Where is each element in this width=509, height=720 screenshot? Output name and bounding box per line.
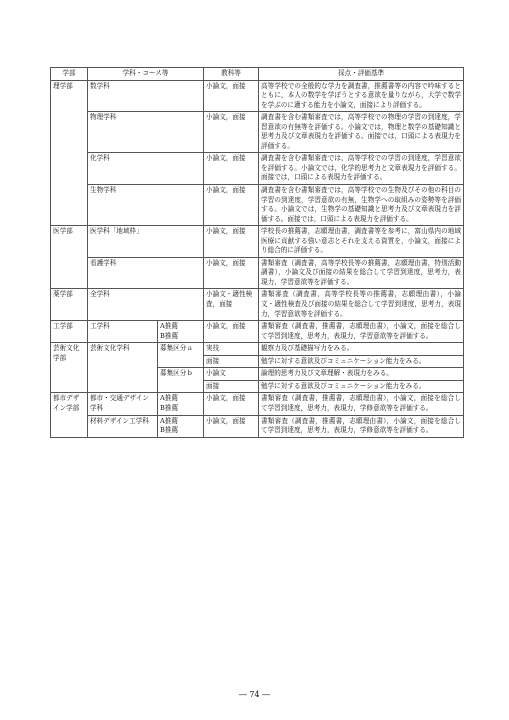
criteria-cell: 学校長の推薦書，志願理由書，調査書等を参考に，富山県内の地域医療に貢献する強い意志とそれを支える資質を，小論文，面接により総合的に評価する。: [259, 226, 464, 258]
subject-cell: 小論文，面接: [204, 415, 259, 437]
table-row: [51, 289, 464, 321]
criteria-cell: 勉学に対する意欲及びコミュニケーション能力をみる。: [259, 380, 464, 393]
criteria-cell: 調査書を含む書類審査では，高等学校での物理の学習の到達度，学習意欲の有無等を評価する。小論文では，物理と数学の基礎知識と思考力及び文章表現力を評価する。面接では，口頭による表現力を評価する。: [259, 112, 464, 153]
recruitment-category-cell: 募集区分ａ: [158, 343, 204, 368]
subject-cell: 小論文，面接: [204, 257, 259, 289]
subject-cell: 小論文，面接: [204, 321, 259, 343]
table-header-row: [51, 68, 464, 81]
course-cell: 工学科: [88, 321, 158, 343]
table-row: [51, 321, 464, 343]
faculty-cell: 芸術文化学部: [51, 343, 88, 393]
recruitment-category-cell: 募集区分ｂ: [158, 368, 204, 393]
subject-cell: 小論文，面接: [204, 80, 259, 112]
course-cell: 全学科: [88, 289, 204, 321]
faculty-cell: 工学部: [51, 321, 88, 343]
faculty-cell: 医学部: [51, 226, 88, 289]
course-cell: 医学科「地域枠」: [88, 226, 204, 258]
table-row: [51, 415, 464, 437]
table-row: [51, 80, 464, 112]
admission-criteria-table: [50, 67, 464, 438]
subject-cell: 小論文，面接: [204, 112, 259, 153]
course-cell: 看護学科: [88, 257, 204, 289]
faculty-cell: 薬学部: [51, 289, 88, 321]
criteria-cell: 書類審査（調査書，推薦書，志願理由書），小論文，面接を総合して学習到達度，思考力，表現力，学習意欲等を評価する。: [259, 321, 464, 343]
table-row: [51, 343, 464, 356]
subject-cell: 小論文・適性検査，面接: [204, 289, 259, 321]
recommendation-type-cell: A推薦 B推薦: [158, 415, 204, 437]
header-subject: 教科等: [204, 68, 259, 81]
course-cell: 都市・交通デザイン学科: [88, 393, 158, 415]
table-row: [51, 226, 464, 258]
header-criteria: 採点・評価基準: [259, 68, 464, 81]
header-course: 学科・コース等: [88, 68, 204, 81]
table-row: [51, 153, 464, 185]
table-row: [51, 257, 464, 289]
course-cell: 物理学科: [88, 112, 204, 153]
subject-cell: 面接: [204, 380, 259, 393]
subject-cell: 小論文: [204, 368, 259, 381]
table-row: [51, 185, 464, 226]
faculty-cell: 都市デザイン学部: [51, 393, 88, 437]
subject-cell: 小論文，面接: [204, 153, 259, 185]
page-number: ― 74 ―: [238, 690, 271, 699]
course-cell: 生物学科: [88, 185, 204, 226]
course-cell: 芸術文化学科: [88, 343, 158, 393]
criteria-cell: 観察力及び基礎描写力をみる。: [259, 343, 464, 356]
course-cell: 化学科: [88, 153, 204, 185]
recommendation-type-cell: A推薦 B推薦: [158, 321, 204, 343]
criteria-cell: 勉学に対する意欲及びコミュニケーション能力をみる。: [259, 355, 464, 368]
subject-cell: 実技: [204, 343, 259, 356]
subject-cell: 小論文，面接: [204, 226, 259, 258]
recommendation-type-cell: A推薦 B推薦: [158, 393, 204, 415]
criteria-cell: 書類審査（調査書，高等学校長等の推薦書，志願理由書），小論文・適性検査及び面接の結果を総合して学習到達度，思考力，表現力，学習意欲等を評価する。: [259, 289, 464, 321]
subject-cell: 小論文，面接: [204, 185, 259, 226]
table-row: [51, 393, 464, 415]
faculty-cell: 理学部: [51, 80, 88, 226]
table-row: [51, 112, 464, 153]
subject-cell: 小論文，面接: [204, 393, 259, 415]
criteria-cell: 書類審査（調査書，推薦書，志願理由書），小論文，面接を総合して学習到達度，思考力，表現力，学修意欲等を評価する。: [259, 393, 464, 415]
criteria-cell: 書類審査（調査書，高等学校長等の推薦書，志願理由書，特別活動調書），小論文及び面接の結果を総合して学習到達度，思考力，表現力，学習意欲等を評価する。: [259, 257, 464, 289]
criteria-cell: 高等学校での全般的な学力を調査書，推薦書等の内容で吟味するとともに，本人の数学を学ぼうとする意欲を量りながら，大学で数学を学ぶのに適する能力を小論文，面接により評価する。: [259, 80, 464, 112]
criteria-cell: 調査書を含む書類審査では，高等学校での学習の到達度，学習意欲を評価する。小論文では，化学的思考力と文章表現力を評価する。面接では，口頭による表現力を評価する。: [259, 153, 464, 185]
subject-cell: 面接: [204, 355, 259, 368]
criteria-cell: 書類審査（調査書，推薦書，志願理由書），小論文，面接を総合して学習到達度，思考力，表現力，学修意欲等を評価する。: [259, 415, 464, 437]
course-cell: 数学科: [88, 80, 204, 112]
criteria-cell: 調査書を含む書類審査では，高等学校での生物及びその他の科目の学習の到達度，学習意欲の有無，生物学への取組みの姿勢等を評価する。小論文では，生物学の基礎知識と思考力及び文章表現力を評価する。面接では，口頭による表現力を評価する。: [259, 185, 464, 226]
criteria-cell: 論理的思考力及び文章理解・表現力をみる。: [259, 368, 464, 381]
header-faculty: 学部: [51, 68, 88, 81]
course-cell: 材料デザイン工学科: [88, 415, 158, 437]
